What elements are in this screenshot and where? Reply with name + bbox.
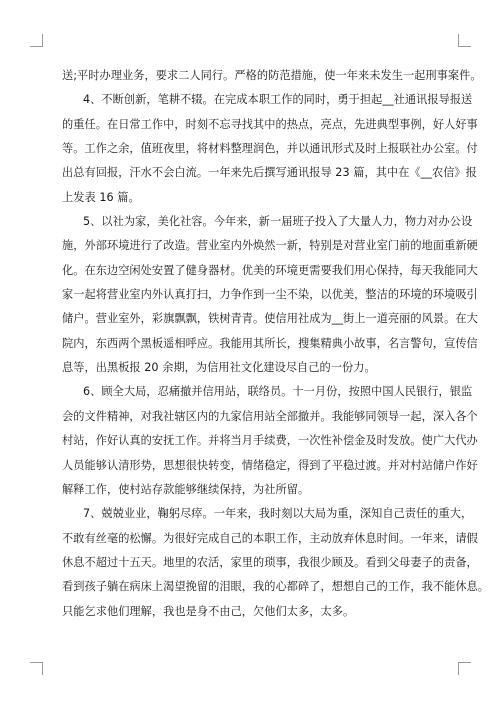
text-line: 息等，出黑板报 20 余期，为信用社文化建设尽自己的一份力。: [62, 361, 376, 375]
text-line: 休息不超过十五天。地里的农活，家里的琐事，我很少顾及。看到父母妻子的责备，: [62, 555, 478, 569]
text-line: 6、顾全大局，忍痛撤并信用站，联络员。十一月份，按照中国人民银行，银监: [83, 385, 473, 399]
text-line: 化。在东边空闲处安置了健身器材。优美的环境更需要我们用心保持，每天我能同大: [62, 263, 478, 277]
text-line: 上发表 16 篇。: [62, 190, 140, 204]
text-line: 只能乞求他们理解，我也是身不由己，欠他们太多，太多。: [62, 604, 355, 618]
text-line: 不敢有丝毫的松懈。为很好完成自己的本职工作，主动放弃休息时间。一年来，请假: [62, 531, 478, 545]
text-line: 等。工作之余，值班夜里，将材料整理润色，并以通讯形式及时上报联社办公室。付: [62, 142, 478, 156]
text-line: 送;平时办理业务，要求二人同行。严格的防范措施，使一年来未发生一起刑事案件。: [62, 69, 482, 82]
crop-mark-bottom-right: [458, 662, 471, 675]
text-line: 人员能够认清形势，思想很快转变，情绪稳定，得到了平稳过渡。并对村站储户作好: [62, 458, 478, 472]
crop-mark-top-right: [458, 34, 471, 47]
crop-mark-top-left: [30, 34, 43, 47]
text-line: 村站，作好认真的安抚工作。并将当月手续费，一次性补偿金及时发放。使广大代办: [62, 434, 478, 448]
text-line: 看到孩子躺在病床上渴望挽留的泪眼，我的心都碎了，想想自己的工作，我不能休息。: [62, 580, 490, 594]
text-line: 7、兢兢业业，鞠躬尽瘁。一年来，我时刻以大局为重，深知自己责任的重大，: [83, 507, 473, 521]
crop-mark-bottom-left: [30, 662, 43, 675]
text-line: 解释工作，使村站存款能够继续保持，为社所留。: [62, 482, 310, 496]
text-line: 会的文件精神，对我社辖区内的九家信用站全部撤并。我能够同领导一起，深入各个: [62, 409, 478, 423]
text-line: 的重任。在日常工作中，时刻不忘寻找其中的热点，亮点，先进典型事例，好人好事: [62, 117, 478, 131]
document-body: [62, 64, 490, 624]
text-line: 施，外部环境进行了改造。营业室内外焕然一新，特别是对营业室门前的地面重新硬: [62, 239, 478, 253]
text-line: 储户。营业室外，彩旗飘飘，铁树青青。使信用社成为__街上一道亮丽的风景。在大: [62, 312, 478, 326]
text-line: 5、以社为家，美化社容。今年来，新一届班子投入了大量人力，物力对办公设: [83, 215, 473, 229]
text-line: 家一起将营业室内外认真打扫，力争作到一尘不染，以优美，整洁的环境的环境吸引: [62, 288, 478, 302]
text-line: 4、不断创新，笔耕不辍。在完成本职工作的同时，勇于担起__社通讯报导报送: [83, 93, 473, 107]
text-line: 出总有回报，汗水不会白流。一年来先后撰写通讯报导 23 篇，其中在《__农信》报: [62, 166, 477, 180]
text-line: 院内，东西两个黑板遥相呼应。我能用其所长，搜集精典小故事，名言警句，宣传信: [62, 336, 478, 350]
